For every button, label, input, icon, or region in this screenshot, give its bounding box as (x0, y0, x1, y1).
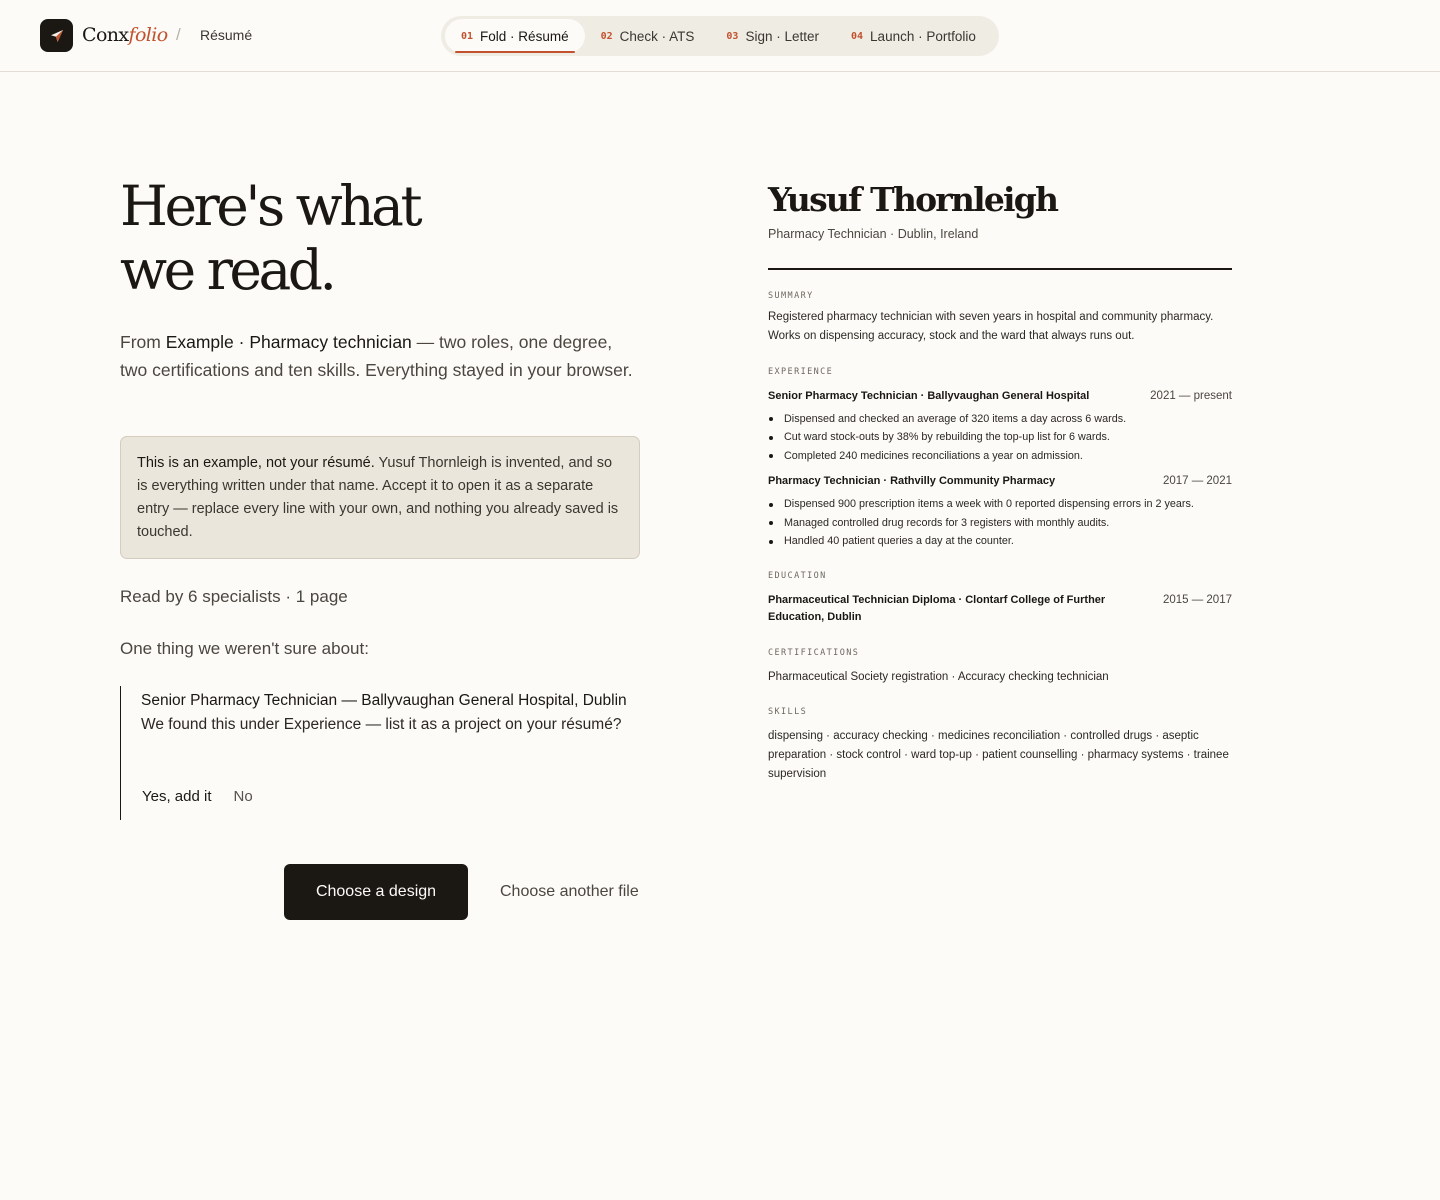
tab-fold-resume[interactable] (445, 19, 585, 53)
read-meta: Read by 6 specialists · 1 page (120, 587, 348, 606)
page-title-line-2: we read. (120, 238, 334, 302)
choose-design-button[interactable]: Choose a design (284, 864, 468, 920)
job-header (768, 472, 1232, 490)
step-number: 01 (461, 30, 474, 42)
tab-launch-portfolio[interactable] (835, 19, 992, 53)
job-bullet: Cut ward stock-outs by 38% by rebuilding the top-up list for 6 wards. (768, 428, 1232, 447)
skills-text: dispensing · accuracy checking · medicines reconciliation · controlled drugs · aseptic preparation · stock control · ward top-up · patient counselling · pharmacy systems · trainee supervision (768, 729, 1229, 780)
intro-prefix: From (120, 332, 166, 352)
job-role: Pharmacy Technician · Rathvilly Community Pharmacy (768, 475, 1056, 487)
job-bullet: Handled 40 patient queries a day at the counter. (768, 532, 1232, 551)
resume-experience-section (768, 366, 1232, 551)
step-number: 02 (600, 30, 613, 42)
resume-summary-section (768, 290, 1232, 346)
resume-title: Pharmacy Technician · Dublin, Ireland (768, 227, 979, 241)
breadcrumb-separator: / (176, 25, 181, 44)
step-number: 04 (851, 30, 864, 42)
education-heading: EDUCATION (768, 570, 827, 581)
job-bullet: Managed controlled drug records for 3 registers with monthly audits. (768, 514, 1232, 533)
summary-text: Registered pharmacy technician with seven years in hospital and community pharmacy. Works on dispensing accuracy, stock and the ward that always runs out. (768, 310, 1214, 342)
intro-text (120, 328, 640, 384)
job-bullets (768, 410, 1232, 466)
page-title (120, 174, 540, 302)
question-lead: One thing we weren't sure about: (120, 639, 369, 658)
example-notice (120, 436, 640, 559)
question-actions (142, 787, 253, 807)
intro-source: Example · Pharmacy technician (165, 332, 412, 352)
page-title-line-1: Here's what (120, 174, 420, 238)
job-bullet: Completed 240 medicines reconciliations a year on admission. (768, 447, 1232, 466)
step-label: Fold · Résumé (480, 28, 569, 44)
job-bullet: Dispensed 900 prescription items a week with 0 reported dispensing errors in 2 years. (768, 495, 1232, 514)
top-bar (0, 0, 1440, 72)
job-dates: 2017 — 2021 (1162, 475, 1232, 487)
yes-add-button[interactable]: Yes, add it (142, 788, 212, 805)
question-entry: Senior Pharmacy Technician — Ballyvaughan General Hospital, Dublin (141, 692, 627, 709)
job-dates: 2021 — present (1150, 389, 1232, 402)
step-tabs (441, 16, 999, 56)
step-label: Sign · Letter (745, 28, 819, 44)
resume-education-section (768, 570, 1232, 626)
job-bullet: Dispensed and checked an average of 320 items a day across 6 wards. (768, 410, 1232, 429)
tab-sign-letter[interactable] (710, 19, 835, 53)
step-label: Check · ATS (619, 28, 695, 44)
paper-plane-icon (50, 29, 64, 43)
job-role: Senior Pharmacy Technician · Ballyvaughan General Hospital (768, 389, 1090, 402)
notice-strong: This is an example, not your résumé. (137, 455, 375, 471)
certifications-text: Pharmaceutical Society registration · Accuracy checking technician (768, 670, 1109, 683)
certifications-heading: CERTIFICATIONS (768, 647, 860, 658)
uncertain-item (120, 686, 640, 820)
education-entry (768, 592, 1232, 626)
job-entry (768, 387, 1232, 466)
education-degree: Pharmaceutical Technician Diploma · Clontarf College of Further Education, Dublin (768, 593, 1106, 623)
resume-certifications-section (768, 647, 1232, 687)
question-body: We found this under Experience — list it as a project on your résumé? (141, 716, 622, 733)
education-dates: 2015 — 2017 (1162, 593, 1232, 606)
brand-name[interactable] (82, 22, 168, 48)
step-label: Launch · Portfolio (870, 28, 976, 44)
job-entry (768, 472, 1232, 551)
job-bullets (768, 495, 1232, 551)
logo-mark[interactable] (40, 19, 73, 52)
resume-divider (768, 268, 1232, 270)
no-button[interactable]: No (233, 788, 253, 805)
resume-preview (768, 176, 1232, 784)
step-number: 03 (726, 30, 739, 42)
tab-check-ats[interactable] (585, 19, 711, 53)
brand-accent: folio (128, 24, 168, 46)
resume-name: Yusuf Thornleigh (768, 180, 1058, 219)
question-text (141, 686, 640, 737)
experience-heading: EXPERIENCE (768, 366, 834, 377)
skills-heading: SKILLS (768, 706, 808, 717)
job-header (768, 387, 1232, 405)
choose-another-file-link[interactable]: Choose another file (500, 883, 639, 900)
brand-main: Conx (82, 24, 129, 46)
notice-body: Yusuf Thornleigh is invented, and so is everything written under that name. Accept it to open it as a separate entry — replace every line with your own, and nothing you already saved is touched. (137, 455, 619, 540)
resume-skills-section (768, 706, 1232, 784)
intro-suffix: — two roles, one degree, two certifications and ten skills. Everything stayed in your browser. (120, 332, 633, 380)
summary-heading: SUMMARY (768, 290, 814, 301)
breadcrumb: Résumé (200, 27, 253, 43)
